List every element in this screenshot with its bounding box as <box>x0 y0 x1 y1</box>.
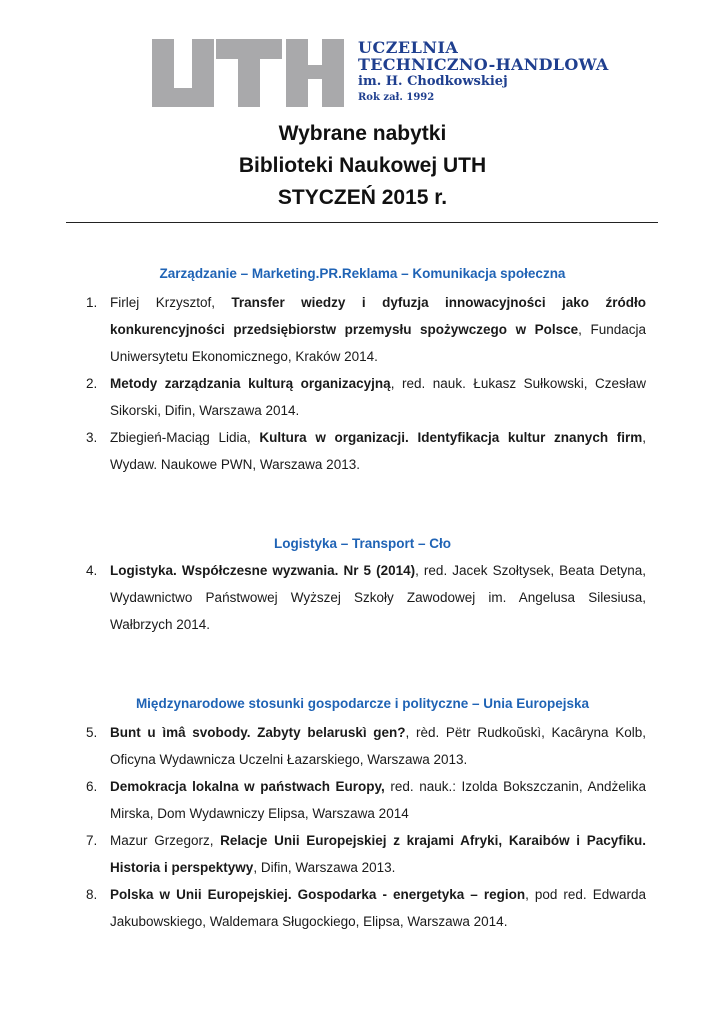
list-item <box>86 719 646 773</box>
section-entries-management <box>0 289 725 478</box>
item-details: , Difin, Warszawa 2013. <box>253 860 396 875</box>
list-item <box>86 370 646 424</box>
item-title: Polska w Unii Europejskiej. Gospodarka - energetyka – region <box>110 887 526 902</box>
title-divider <box>66 222 658 223</box>
item-author: Zbiegień-Maciąg Lidia, <box>110 430 260 445</box>
item-number: 7. <box>86 833 98 848</box>
section-heading-management: Zarządzanie – Marketing.PR.Reklama – Komunikacja społeczna <box>159 266 566 281</box>
item-details: , Fundacja Uniwersytetu Ekonomicznego, Kraków 2014. <box>110 322 646 364</box>
item-number: 5. <box>86 725 98 740</box>
logo-line-1: UCZELNIA <box>358 38 459 57</box>
item-title: Transfer wiedzy i dyfuzja innowacyjności jako źródło konkurencyjności przedsiębiorstw przemysłu spożywczego w Polsce <box>110 295 646 337</box>
item-number: 4. <box>86 563 98 578</box>
title-line-3: STYCZEŃ 2015 r. <box>277 186 448 209</box>
item-number: 8. <box>86 887 98 902</box>
logo-line-2: TECHNICZNO-HANDLOWA <box>358 55 609 74</box>
item-title: Logistyka. Współczesne wyzwania. Nr 5 (2014) <box>110 563 416 578</box>
page-title <box>0 118 725 214</box>
item-title: Kultura w organizacji. Identyfikacja kultur znanych firm <box>259 430 643 445</box>
item-number: 2. <box>86 376 98 391</box>
list-item <box>86 881 646 935</box>
item-details: , red. nauk. Łukasz Sułkowski, Czesław Sikorski, Difin, Warszawa 2014. <box>110 376 646 418</box>
list-item <box>86 773 646 827</box>
item-details: , Wydaw. Naukowe PWN, Warszawa 2013. <box>110 430 647 472</box>
item-details: , pod red. Edwarda Jakubowskiego, Waldemara Sługockiego, Elipsa, Warszawa 2014. <box>110 887 646 929</box>
item-details: , rèd. Pëtr Rudkoŭskì, Kacâryna Kolb, Oficyna Wydawnicza Uczelni Łazarskiego, Warszawa 2013. <box>110 725 646 767</box>
section-heading-logistics: Logistyka – Transport – Cło <box>273 536 452 551</box>
item-number: 3. <box>86 430 98 445</box>
title-line-2: Biblioteki Naukowej UTH <box>238 154 487 177</box>
section-entries-logistics <box>0 557 725 638</box>
item-number: 1. <box>86 295 98 310</box>
item-title: Demokracja lokalna w państwach Europy, <box>110 779 385 794</box>
logo-text <box>358 39 609 104</box>
item-number: 6. <box>86 779 98 794</box>
item-author: Mazur Grzegorz, <box>110 833 221 848</box>
logo-line-3: im. H. Chodkowskiej <box>358 74 508 89</box>
section-entries-international <box>0 719 725 935</box>
title-line-1: Wybrane nabytki <box>278 122 447 145</box>
item-details: , red. Jacek Szołtysek, Beata Detyna, Wydawnictwo Państwowej Wyższej Szkoły Zawodowej im. Angelusa Silesiusa, Wałbrzych 2014. <box>110 563 646 632</box>
item-author: Firlej Krzysztof, <box>110 295 232 310</box>
item-title: Metody zarządzania kulturą organizacyjną <box>110 376 391 391</box>
list-item <box>86 289 646 370</box>
list-item <box>86 424 647 478</box>
list-item <box>86 557 646 638</box>
logo-line-4: Rok zał. 1992 <box>358 92 435 103</box>
list-item <box>86 827 646 881</box>
uth-logo <box>150 33 610 113</box>
item-details: red. nauk.: Izolda Bokszczanin, Andżelika Mirska, Dom Wydawniczy Elipsa, Warszawa 2014 <box>110 779 646 821</box>
uth-letters-logo <box>150 33 350 113</box>
item-title: Relacje Unii Europejskiej z krajami Afryki, Karaibów i Pacyfiku. Historia i perspektywy <box>110 833 646 875</box>
item-title: Bunt u ìmâ svobody. Zabyty belaruskì gen? <box>110 725 406 740</box>
section-heading-international: Międzynarodowe stosunki gospodarcze i polityczne – Unia Europejska <box>135 696 590 711</box>
